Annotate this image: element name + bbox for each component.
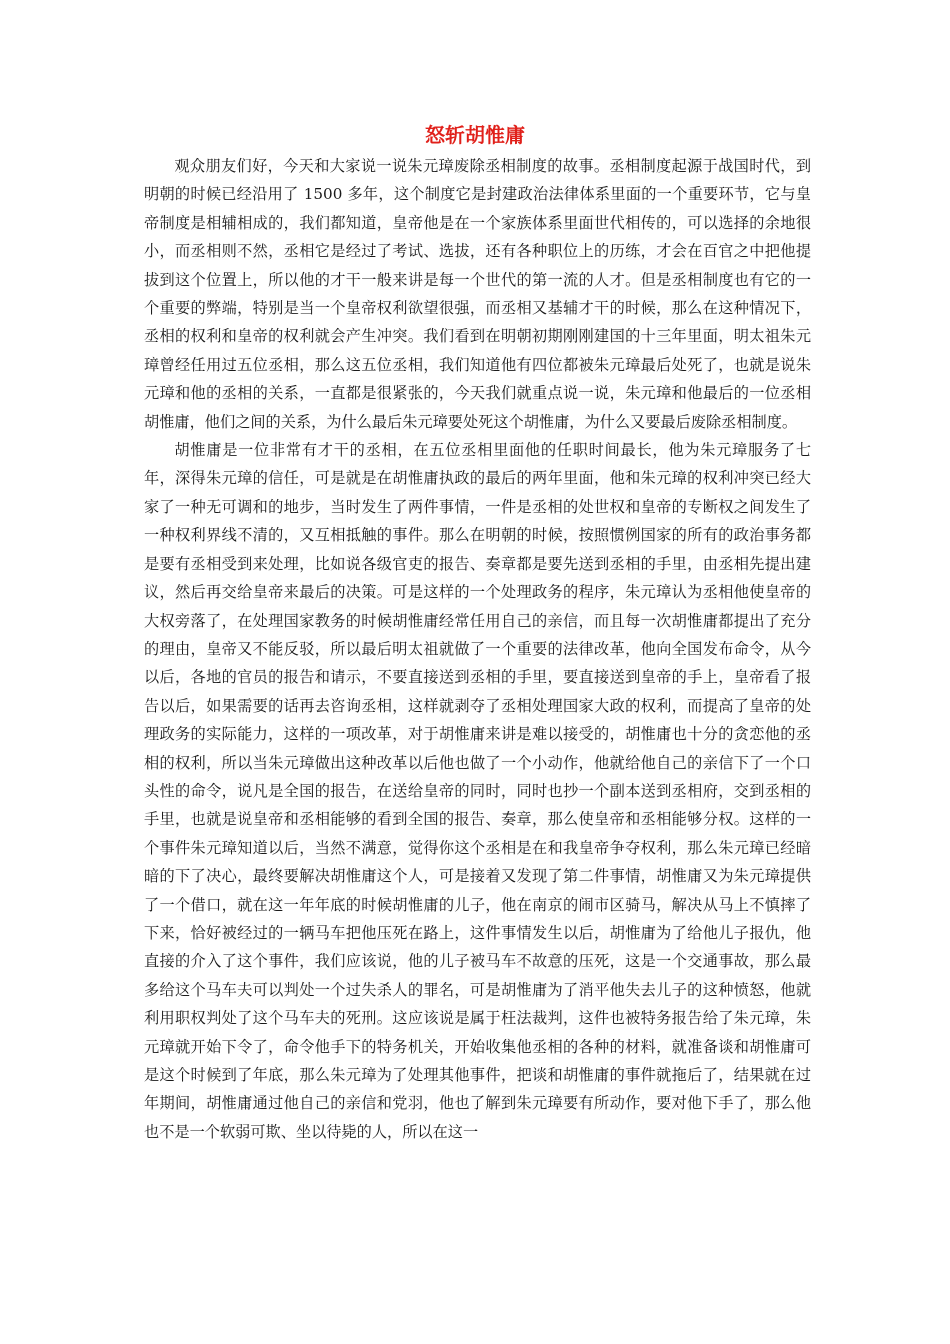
- document-body: [144, 152, 811, 1146]
- paragraph-2: 胡惟庸是一位非常有才干的丞相，在五位丞相里面他的任职时间最长，他为朱元璋服务了七年，深得朱元璋的信任，可是就是在胡惟庸执政的最后的两年里面，他和朱元璋的权利冲突已经大家了一种无可调和的地步，当时发生了两件事情，一件是丞相的处世权和皇帝的专断权之间发生了一种权利界线不清的，又互相抵触的事件。那么在明朝的时候，按照惯例国家的所有的政治事务都是要有丞相受到来处理，比如说各级官吏的报告、奏章都是要先送到丞相的手里，由丞相先提出建议，然后再交给皇帝来最后的决策。可是这样的一个处理政务的程序，朱元璋认为丞相他使皇帝的大权旁落了，在处理国家教务的时候胡惟庸经常任用自己的亲信，而且每一次胡惟庸都提出了充分的理由，皇帝又不能反驳，所以最后明太祖就做了一个重要的法律改革，他向全国发布命令，从今以后，各地的官员的报告和请示，不要直接送到丞相的手里，要直接送到皇帝的手上，皇帝看了报告以后，如果需要的话再去咨询丞相，这样就剥夺了丞相处理国家大政的权利，而提高了皇帝的处理政务的实际能力，这样的一项改革，对于胡惟庸来讲是难以接受的，胡惟庸也十分的贪恋他的丞相的权利，所以当朱元璋做出这种改革以后他也做了一个小动作，他就给他自己的亲信下了一个口头性的命令，说凡是全国的报告，在送给皇帝的同时，同时也抄一个副本送到丞相府，交到丞相的手里，也就是说皇帝和丞相能够的看到全国的报告、奏章，那么使皇帝和丞相能够分权。这样的一个事件朱元璋知道以后，当然不满意，觉得你这个丞相是在和我皇帝争夺权利，那么朱元璋已经暗暗的下了决心，最终要解决胡惟庸这个人，可是接着又发现了第二件事情，胡惟庸又为朱元璋提供了一个借口，就在这一年年底的时候胡惟庸的儿子，他在南京的闹市区骑马，解决从马上不慎摔了下来，恰好被经过的一辆马车把他压死在路上，这件事情发生以后，胡惟庸为了给他儿子报仇，他直接的介入了这个事件，我们应该说，他的儿子被马车不故意的压死，这是一个交通事故，那么最多给这个马车夫可以判处一个过失杀人的罪名，可是胡惟庸为了消平他失去儿子的这种愤怒，他就利用职权判处了这个马车夫的死刑。这应该说是属于枉法裁判，这件也被特务报告给了朱元璋，朱元璋就开始下令了，命令他手下的特务机关，开始收集他丞相的各种的材料，就准备谈和胡惟庸可是这个时候到了年底，那么朱元璋为了处理其他事件，把谈和胡惟庸的事件就拖后了，结果就在过年期间，胡惟庸通过他自己的亲信和党羽，他也了解到朱元璋要有所动作，要对他下手了，那么他也不是一个软弱可欺、坐以待毙的人，所以在这一: [144, 441, 811, 1141]
- paragraph-1: 观众朋友们好，今天和大家说一说朱元璋废除丞相制度的故事。丞相制度起源于战国时代，到明朝的时候已经沿用了 1500 多年，这个制度它是封建政治法律体系里面的一个重要环节，它与皇帝制度是相辅相成的，我们都知道，皇帝他是在一个家族体系里面世代相传的，可以选择的余地很小，而丞相则不然，丞相它是经过了考试、选拔，还有各种职位上的历练，才会在百官之中把他提拔到这个位置上，所以他的才干一般来讲是每一个世代的第一流的人才。但是丞相制度也有它的一个重要的弊端，特别是当一个皇帝权利欲望很强，而丞相又基辅才干的时候，那么在这种情况下，丞相的权利和皇帝的权利就会产生冲突。我们看到在明朝初期刚刚建国的十三年里面，明太祖朱元璋曾经任用过五位丞相，那么这五位丞相，我们知道他有四位都被朱元璋最后处死了，也就是说朱元璋和他的丞相的关系，一直都是很紧张的，今天我们就重点说一说，朱元璋和他最后的一位丞相胡惟庸，他们之间的关系，为什么最后朱元璋要处死这个胡惟庸，为什么又要最后废除丞相制度。: [144, 157, 811, 431]
- document-title: 怒斩胡惟庸: [425, 123, 525, 147]
